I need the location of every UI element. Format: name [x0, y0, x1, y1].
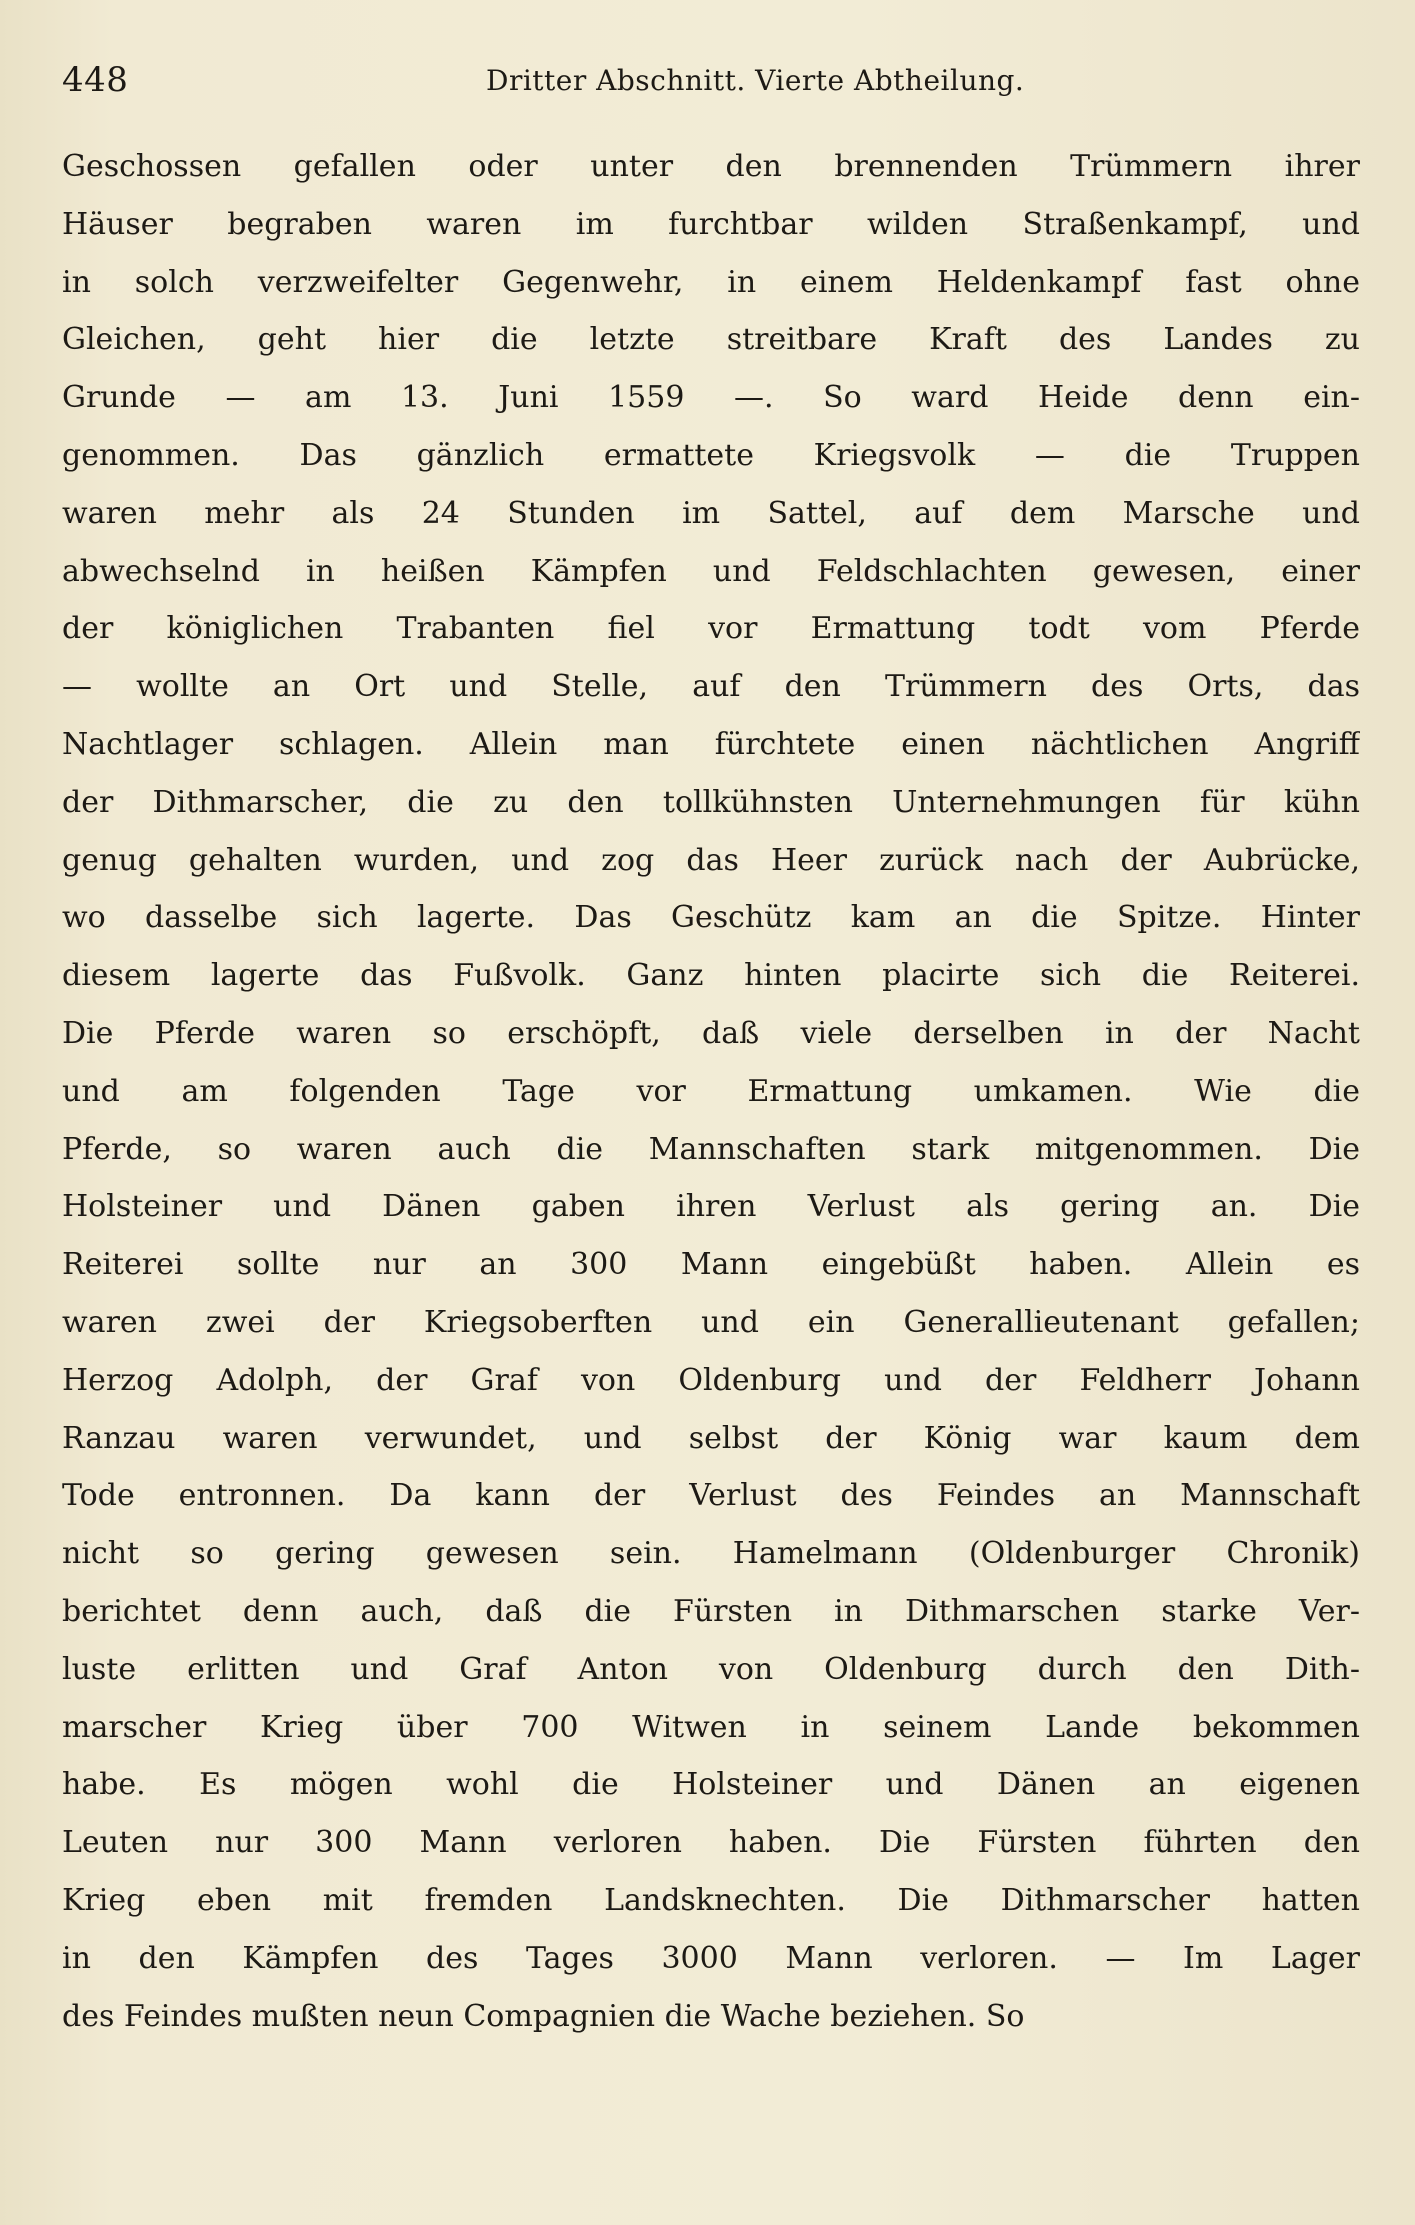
- text-line: waren zwei der Kriegsoberften und ein Generallieutenant gefallen;: [62, 1304, 1360, 1340]
- text-line: — wollte an Ort und Stelle, auf den Trümmern des Orts, das: [62, 669, 1360, 705]
- text-line: Geschossen gefallen oder unter den brennenden Trümmern ihrer: [62, 149, 1360, 184]
- text-line: der Dithmarscher, die zu den tollkühnsten Unternehmungen für kühn: [62, 784, 1360, 820]
- text-line: Häuser begraben waren im furchtbar wilden Straßenkampf, und: [62, 206, 1360, 242]
- text-line: diesem lagerte das Fußvolk. Ganz hinten placirte sich die Reiterei.: [62, 958, 1360, 994]
- text-line: wo dasselbe sich lagerte. Das Geschütz kam an die Spitze. Hinter: [62, 900, 1360, 936]
- text-line: Tode entronnen. Da kann der Verlust des Feindes an Mannschaft: [62, 1478, 1360, 1514]
- text-line: marscher Krieg über 700 Witwen in seinem Lande bekommen: [62, 1709, 1360, 1745]
- text-line: Reiterei sollte nur an 300 Mann eingebüßt haben. Allein es: [62, 1247, 1360, 1283]
- text-line: luste erlitten und Graf Anton von Oldenburg durch den Dith-: [62, 1651, 1360, 1687]
- text-line: Nachtlager schlagen. Allein man fürchtete einen nächtlichen Angriff: [62, 726, 1360, 762]
- text-line: Grunde — am 13. Juni 1559 —. So ward Heide denn ein-: [62, 380, 1360, 416]
- text-line: Ranzau waren verwundet, und selbst der König war kaum dem: [62, 1420, 1360, 1456]
- text-line: in den Kämpfen des Tages 3000 Mann verloren. — Im Lager: [62, 1940, 1360, 1976]
- text-line: Gleichen, geht hier die letzte streitbare Kraft des Landes zu: [62, 322, 1360, 358]
- text-line: berichtet denn auch, daß die Fürsten in Dithmarschen starke Ver-: [62, 1593, 1360, 1629]
- text-line: der königlichen Trabanten fiel vor Ermattung todt vom Pferde: [62, 611, 1360, 647]
- text-line: Pferde, so waren auch die Mannschaften stark mitgenommen. Die: [62, 1131, 1360, 1167]
- text-line: habe. Es mögen wohl die Holsteiner und Dänen an eigenen: [62, 1767, 1360, 1803]
- text-line: und am folgenden Tage vor Ermattung umkamen. Wie die: [62, 1073, 1360, 1109]
- text-line: genug gehalten wurden, und zog das Heer zurück nach der Aubrücke,: [62, 842, 1360, 878]
- running-head: Dritter Abschnitt. Vierte Abtheilung.: [486, 64, 1025, 97]
- text-line: Krieg eben mit fremden Landsknechten. Die Dithmarscher hatten: [62, 1882, 1360, 1918]
- page-number: 448: [62, 60, 129, 100]
- text-line: abwechselnd in heißen Kämpfen und Feldschlachten gewesen, einer: [62, 553, 1360, 589]
- text-line: genommen. Das gänzlich ermattete Kriegsvolk — die Truppen: [62, 437, 1360, 473]
- text-line: nicht so gering gewesen sein. Hamelmann (Oldenburger Chronik): [62, 1536, 1360, 1572]
- text-line: in solch verzweifelter Gegenwehr, in einem Heldenkampf fast ohne: [62, 264, 1360, 300]
- text-line: des Feindes mußten neun Compagnien die Wache beziehen. So: [62, 1998, 1025, 2034]
- body-text: [62, 138, 1360, 2045]
- text-line: Leuten nur 300 Mann verloren haben. Die Fürsten führten den: [62, 1825, 1360, 1861]
- page-header: [62, 58, 1362, 108]
- text-line: Herzog Adolph, der Graf von Oldenburg und der Feldherr Johann: [62, 1362, 1360, 1398]
- text-line: Die Pferde waren so erschöpft, daß viele derselben in der Nacht: [62, 1015, 1360, 1051]
- text-line: Holsteiner und Dänen gaben ihren Verlust als gering an. Die: [62, 1189, 1360, 1225]
- text-line: waren mehr als 24 Stunden im Sattel, auf dem Marsche und: [62, 495, 1360, 531]
